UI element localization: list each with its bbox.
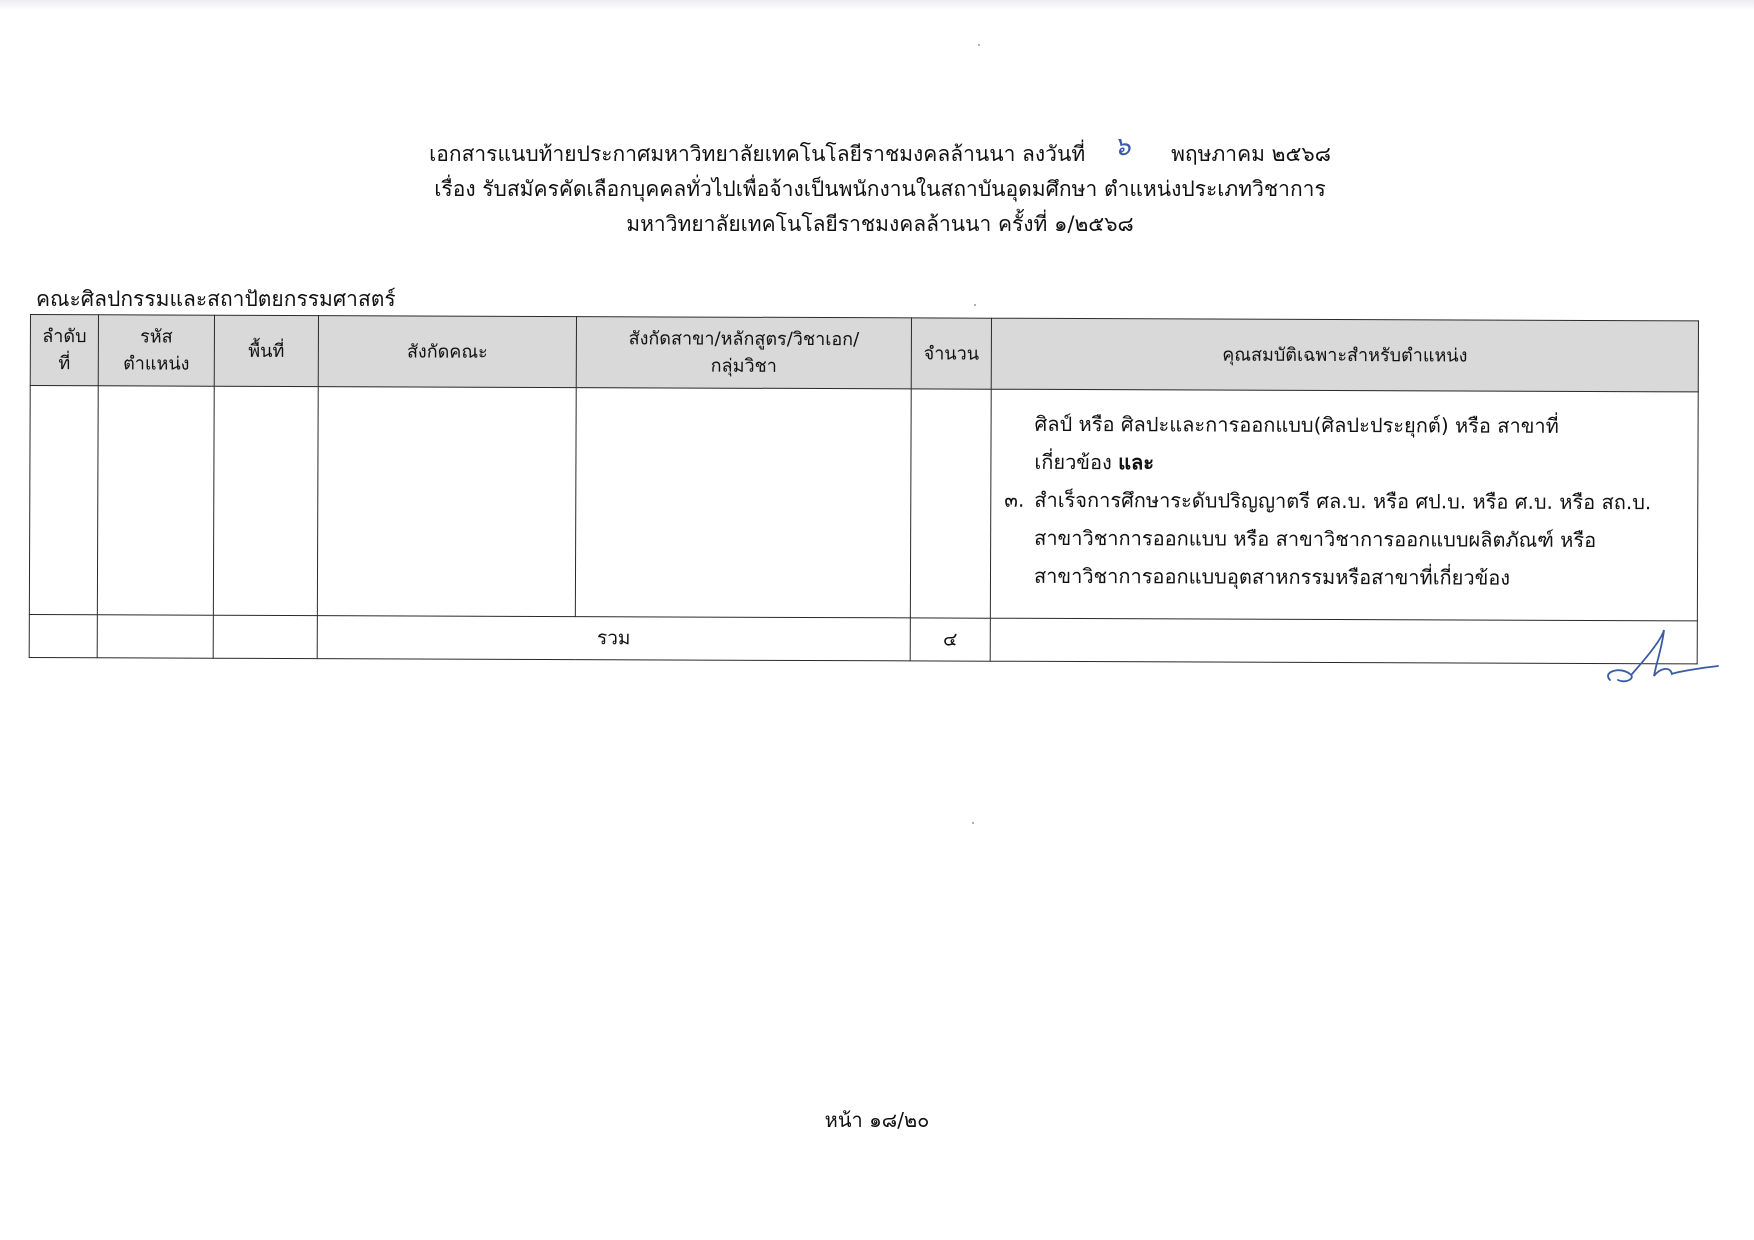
total-cell-order <box>29 614 97 657</box>
header-faculty: สังกัดคณะ <box>318 316 576 388</box>
header-code-line-1: รหัส <box>140 326 173 348</box>
header-count: จำนวน <box>911 318 991 389</box>
qualifications-text <box>992 391 1697 598</box>
scan-speck <box>972 822 974 824</box>
total-cell-code <box>97 615 213 658</box>
header-line-2: เรื่อง รับสมัครคัดเลือกบุคคลทั่วไปเพื่อจ้างเป็นพนักงานในสถาบันอุดมศึกษา ตำแหน่งประเภทวิชาการ <box>434 177 1326 201</box>
total-cell-area <box>213 615 317 658</box>
cell-faculty <box>317 387 576 617</box>
header-order <box>30 315 98 386</box>
cell-order <box>29 386 98 615</box>
total-label: รวม <box>317 616 910 661</box>
header-area: พื้นที่ <box>214 315 318 386</box>
total-cell-qualifications <box>990 618 1697 664</box>
table-header-row <box>30 315 1698 392</box>
qualification-item-3-body <box>1034 481 1651 597</box>
header-position-code <box>98 315 214 386</box>
total-count: ๔ <box>910 618 990 661</box>
signature-mark <box>1600 628 1720 688</box>
cell-position-code <box>97 386 214 615</box>
cell-major <box>575 388 911 618</box>
qualification-continued-line-1: ศิลป์ หรือ ศิลปะและการออกแบบ(ศิลปะประยุกต์) หรือ สาขาที่ <box>1034 411 1559 438</box>
header-line-3: มหาวิทยาลัยเทคโนโลยีราชมงคลล้านนา ครั้งที่ ๑/๒๕๖๘ <box>626 212 1134 236</box>
header-line-1-suffix: พฤษภาคม ๒๕๖๘ <box>1171 142 1331 166</box>
qualification-item-3-line-2: สาขาวิชาการออกแบบ หรือ สาขาวิชาการออกแบบผลิตภัณฑ์ หรือ <box>1034 525 1597 553</box>
header-line-1-prefix: เอกสารแนบท้ายประกาศมหาวิทยาลัยเทคโนโลยีราชมงคลล้านนา ลงวันที่ <box>429 142 1086 166</box>
qualification-item-3-line-1: สำเร็จการศึกษาระดับปริญญาตรี ศล.บ. หรือ ศป.บ. หรือ ศ.บ. หรือ สถ.บ. <box>1034 487 1652 515</box>
header-code-line-2: ตำแหน่ง <box>123 353 190 375</box>
table-row <box>29 386 1698 621</box>
position-table <box>29 314 1699 664</box>
qualification-item-3-line-3: สาขาวิชาการออกแบบอุตสาหกรรมหรือสาขาที่เกี่ยวข้อง <box>1033 563 1511 590</box>
header-qualifications: คุณสมบัติเฉพาะสำหรับตำแหน่ง <box>991 318 1698 392</box>
qualification-and-bold: และ <box>1118 450 1155 475</box>
qualification-continued-line-2 <box>1004 443 1686 484</box>
header-line-1 <box>380 132 1380 172</box>
faculty-heading: คณะศิลปกรรมและสถาปัตยกรรมศาสตร์ <box>36 287 396 311</box>
total-row <box>29 614 1697 663</box>
qualification-item-3-number: ๓. <box>1004 487 1025 512</box>
cell-count <box>910 389 991 618</box>
qualification-item-3 <box>1004 481 1686 598</box>
cell-area <box>213 386 318 615</box>
header-order-line-2: ที่ <box>58 353 71 375</box>
scan-speck <box>974 304 976 306</box>
page-number: หน้า ๑๘/๒๐ <box>824 1108 930 1132</box>
handwritten-day: ๖ <box>1113 132 1131 162</box>
header-major <box>576 317 911 389</box>
document-header <box>380 132 1380 242</box>
scan-speck <box>978 44 980 46</box>
qualification-continued-text: เกี่ยวข้อง <box>1034 449 1112 475</box>
cell-qualifications <box>990 389 1698 621</box>
scan-edge <box>0 0 1754 10</box>
header-major-line-1: สังกัดสาขา/หลักสูตร/วิชาเอก/ <box>628 328 860 351</box>
header-major-line-2: กลุ่มวิชา <box>710 355 777 377</box>
header-order-line-1: ลำดับ <box>42 326 87 348</box>
